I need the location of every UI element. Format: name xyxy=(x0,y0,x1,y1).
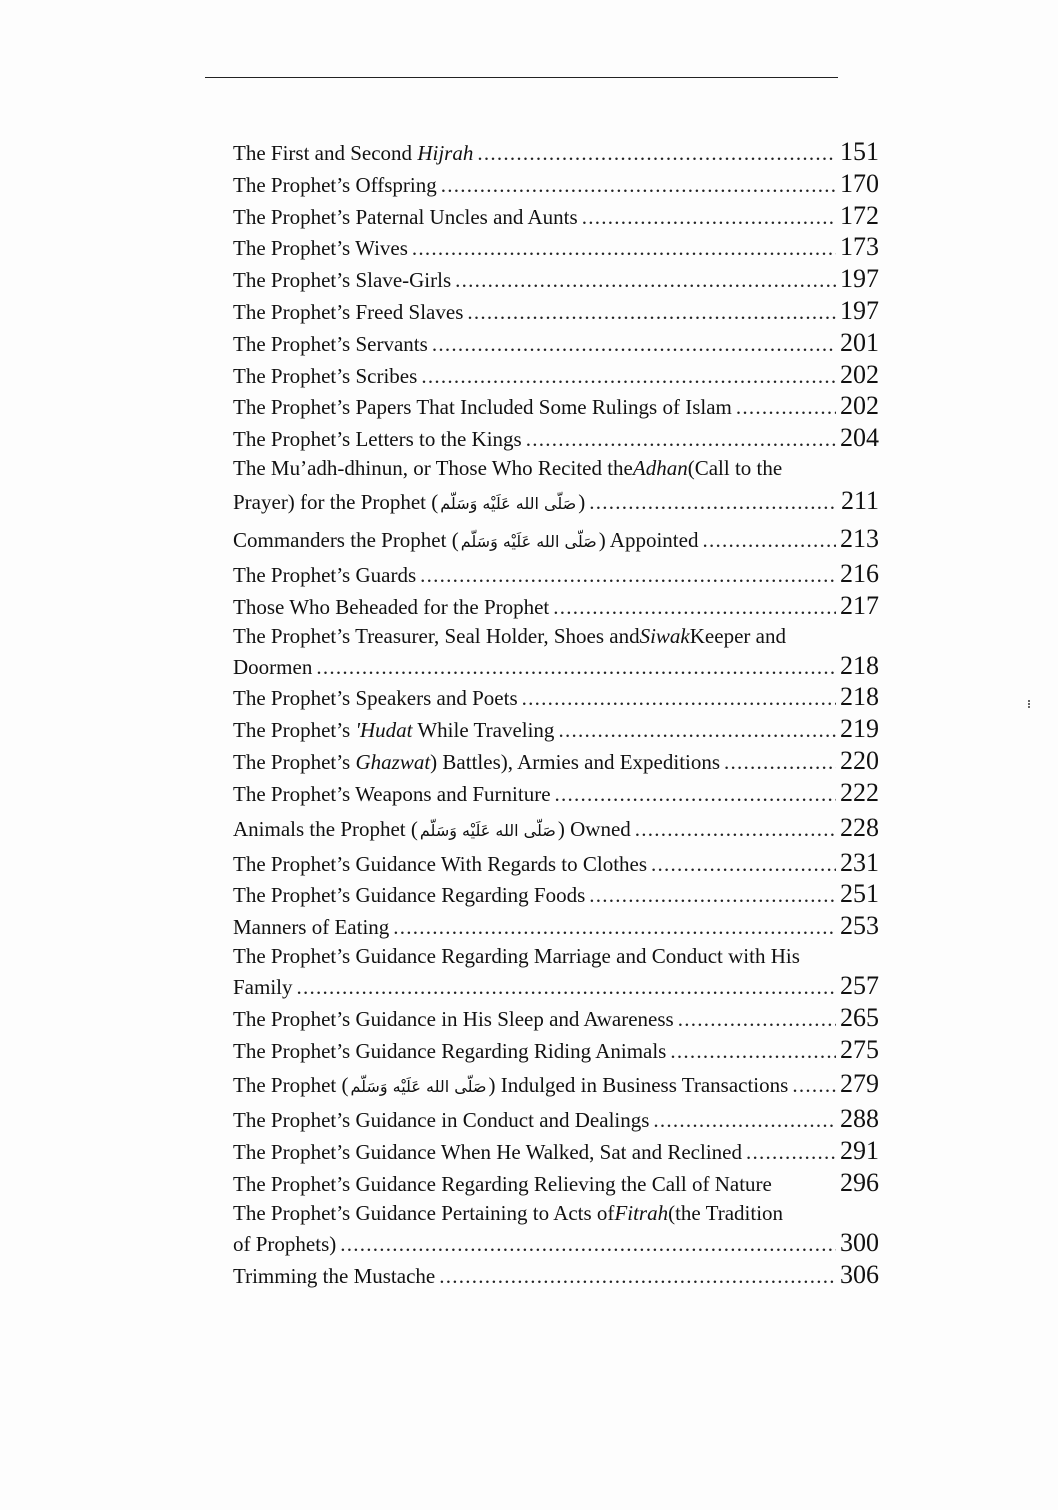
entry-text: The Prophet’s xyxy=(233,749,356,774)
entry-title xyxy=(233,912,389,944)
entry-text: The Prophet’s Slave-Girls xyxy=(233,268,452,293)
page-number: 251 xyxy=(840,879,879,909)
page-number: 222 xyxy=(840,777,879,807)
entry-text: The Prophet’s Guidance With Regards to Clothes xyxy=(233,851,648,876)
entry-title xyxy=(233,1004,674,1036)
dot-leader xyxy=(582,202,836,234)
page-number: 288 xyxy=(840,1104,879,1134)
dot-leader xyxy=(724,747,836,779)
entry-text: The Prophet’s Guidance Regarding Relieving the Call of Nature xyxy=(233,1171,772,1196)
toc-entry xyxy=(233,622,879,682)
dot-leader xyxy=(736,392,836,424)
page-number: 217 xyxy=(840,590,879,620)
entry-text: The Prophet’s Treasurer, Seal Holder, Shoes and xyxy=(233,623,640,648)
entry-title xyxy=(233,392,732,424)
dot-leader xyxy=(316,652,836,684)
dot-leader xyxy=(432,329,836,361)
entry-first-line xyxy=(233,1199,879,1227)
toc-entry xyxy=(233,327,879,359)
toc-entry xyxy=(233,558,879,590)
entry-line xyxy=(233,295,879,327)
dot-leader xyxy=(526,424,836,456)
entry-text: Doormen xyxy=(233,654,313,679)
toc-entry xyxy=(233,295,879,327)
dot-leader xyxy=(421,361,836,393)
dot-leader xyxy=(555,779,836,811)
page-number: 172 xyxy=(840,200,879,230)
italic-term: Fitrah xyxy=(614,1200,669,1225)
entry-title xyxy=(233,1261,435,1293)
entry-line xyxy=(233,263,879,295)
entry-first-line xyxy=(233,454,879,482)
header-rule xyxy=(205,77,838,78)
entry-text: The Prophet’s Weapons and Furniture xyxy=(233,781,551,806)
entry-text: Trimming the Mustache xyxy=(233,1263,436,1288)
entry-title xyxy=(233,972,293,1004)
entry-text: The Prophet’s Guidance Regarding Marriage and Conduct with His xyxy=(233,943,800,968)
italic-term: Ghazwat xyxy=(355,749,431,774)
toc-entry xyxy=(233,713,879,745)
entry-line xyxy=(233,1259,879,1291)
entry-text: The Prophet’s Papers That Included Some Rulings of Islam xyxy=(233,395,732,420)
dot-leader xyxy=(589,483,837,521)
arabic-salutation: صَلّى الله عَلَيْه وَسَلّم xyxy=(419,820,556,840)
entry-title xyxy=(233,810,631,850)
page-number: 197 xyxy=(840,264,879,294)
dot-leader xyxy=(393,912,836,944)
toc-entry xyxy=(233,359,879,391)
entry-text: ) Battles), Armies and Expeditions xyxy=(430,749,721,774)
entry-text: The Prophet’s Speakers and Poets xyxy=(233,686,518,711)
entry-line xyxy=(233,168,879,200)
toc-entry xyxy=(233,942,879,1002)
entry-line xyxy=(233,970,879,1002)
arabic-salutation: صَلّى الله عَلَيْه وَسَلّم xyxy=(350,1077,487,1097)
toc-entry xyxy=(233,1103,879,1135)
page-number: 218 xyxy=(840,682,879,712)
entry-text: The Prophet’s Offspring xyxy=(233,172,437,197)
entry-line xyxy=(233,809,879,847)
entry-text: While Traveling xyxy=(412,718,555,743)
page-number: 219 xyxy=(840,714,879,744)
page-number: 204 xyxy=(840,423,879,453)
toc-entry xyxy=(233,200,879,232)
page-number: 197 xyxy=(840,295,879,325)
entry-title xyxy=(233,329,428,361)
entry-line xyxy=(233,327,879,359)
entry-line xyxy=(233,650,879,682)
page-number: 220 xyxy=(840,745,879,775)
dot-leader xyxy=(340,1229,836,1261)
toc-entry xyxy=(233,390,879,422)
italic-term: Siwak xyxy=(639,623,690,648)
entry-title xyxy=(233,1229,336,1261)
entry-text: The Prophet’s Freed Slaves xyxy=(233,299,464,324)
page-number: 173 xyxy=(840,232,879,262)
entry-title xyxy=(233,880,585,912)
entry-line xyxy=(233,1034,879,1066)
toc-entry xyxy=(233,263,879,295)
italic-term: Hijrah xyxy=(417,141,474,165)
entry-title xyxy=(233,747,720,779)
entry-text: of Prophets) xyxy=(233,1231,337,1256)
dot-leader xyxy=(522,683,836,715)
toc-entry xyxy=(233,910,879,942)
dot-leader xyxy=(420,560,836,592)
toc-entry xyxy=(233,422,879,454)
entry-line xyxy=(233,1227,879,1259)
entry-text: The Prophet’s Guidance Pertaining to Acts of xyxy=(233,1200,615,1225)
entry-text: Keeper and xyxy=(689,623,786,648)
dot-leader xyxy=(455,265,836,297)
toc-entry xyxy=(233,520,879,558)
dot-leader xyxy=(678,1004,836,1036)
page-number: 231 xyxy=(840,847,879,877)
entry-text: ) Indulged in Business Transactions xyxy=(488,1073,789,1098)
entry-text: ) Appointed xyxy=(598,527,699,552)
page-number: 228 xyxy=(840,812,879,842)
dot-leader xyxy=(792,1066,836,1104)
entry-line xyxy=(233,231,879,263)
toc-entry xyxy=(233,136,879,168)
toc-entry xyxy=(233,809,879,847)
entry-text: The Prophet’s Guidance in Conduct and Dealings xyxy=(233,1108,650,1133)
page-number: 265 xyxy=(840,1002,879,1032)
entry-text: The First and Second xyxy=(233,141,418,165)
arabic-salutation: صَلّى الله عَلَيْه وَسَلّم xyxy=(440,493,577,513)
entry-text: The Mu’adh-dhinun, or Those Who Recited the xyxy=(233,455,633,480)
entry-title xyxy=(233,424,522,456)
entry-text: (the Tradition xyxy=(668,1200,784,1225)
entry-title xyxy=(233,683,518,715)
entry-line xyxy=(233,681,879,713)
entry-first-line xyxy=(233,622,879,650)
entry-line xyxy=(233,390,879,422)
entry-text: Manners of Eating xyxy=(233,915,390,940)
dot-leader xyxy=(670,1036,836,1068)
arabic-salutation: صَلّى الله عَلَيْه وَسَلّم xyxy=(460,531,597,551)
entry-line xyxy=(233,1002,879,1034)
entry-line xyxy=(233,1135,879,1167)
entry-line xyxy=(233,520,879,558)
dot-leader xyxy=(439,1261,836,1293)
entry-line xyxy=(233,590,879,622)
dot-leader xyxy=(467,297,836,329)
dot-leader xyxy=(651,849,836,881)
entry-line xyxy=(233,745,879,777)
entry-first-line xyxy=(233,942,879,970)
entry-line xyxy=(233,422,879,454)
toc-entry xyxy=(233,777,879,809)
entry-text: Those Who Beheaded for the Prophet xyxy=(233,594,550,619)
entry-text: The Prophet’s Guidance Regarding Riding Animals xyxy=(233,1038,667,1063)
entry-title xyxy=(233,592,549,624)
page-number: 216 xyxy=(840,558,879,588)
entry-title xyxy=(233,1169,772,1201)
entry-text: Family xyxy=(233,974,293,999)
entry-title xyxy=(233,361,417,393)
toc-entry xyxy=(233,1135,879,1167)
entry-line xyxy=(233,359,879,391)
entry-title xyxy=(233,652,312,684)
entry-line xyxy=(233,482,879,520)
entry-text: Animals the Prophet ( xyxy=(233,816,418,841)
entry-text: The Prophet’s xyxy=(233,718,356,743)
toc-entry xyxy=(233,590,879,622)
table-of-contents xyxy=(233,136,879,1290)
page-number: 279 xyxy=(840,1069,879,1099)
entry-text: The Prophet’s Servants xyxy=(233,331,428,356)
toc-entry xyxy=(233,1259,879,1291)
toc-entry xyxy=(233,1167,879,1199)
entry-text: The Prophet’s Guidance Regarding Foods xyxy=(233,883,586,908)
entry-line xyxy=(233,200,879,232)
page-number: 300 xyxy=(840,1227,879,1257)
entry-line xyxy=(233,136,879,168)
entry-line xyxy=(233,777,879,809)
entry-line xyxy=(233,1103,879,1135)
page-number: 202 xyxy=(840,359,879,389)
page-number: 211 xyxy=(840,485,879,515)
dot-leader xyxy=(635,810,836,848)
italic-term: 'Hudat xyxy=(355,718,413,743)
toc-entry xyxy=(233,1034,879,1066)
page-number: 213 xyxy=(840,523,879,553)
entry-text: The Prophet’s Wives xyxy=(233,236,408,261)
toc-entry xyxy=(233,454,879,520)
page-number: 201 xyxy=(840,327,879,357)
entry-text: Commanders the Prophet ( xyxy=(233,527,459,552)
entry-title xyxy=(233,715,554,747)
page-number: 306 xyxy=(840,1259,879,1289)
entry-title xyxy=(233,1066,788,1106)
entry-title xyxy=(233,849,647,881)
entry-title xyxy=(233,483,585,523)
entry-text: (Call to the xyxy=(687,455,783,480)
page-number: 151 xyxy=(840,137,879,166)
entry-line xyxy=(233,910,879,942)
toc-entry xyxy=(233,878,879,910)
entry-title xyxy=(233,1137,742,1169)
entry-title xyxy=(233,1105,649,1137)
entry-text: Prayer) for the Prophet ( xyxy=(233,489,439,514)
entry-line xyxy=(233,847,879,879)
page-number: 170 xyxy=(840,168,879,198)
entry-title xyxy=(233,138,473,170)
toc-entry xyxy=(233,1002,879,1034)
entry-title xyxy=(233,521,698,561)
entry-text: The Prophet’s Guidance When He Walked, Sat and Reclined xyxy=(233,1140,742,1165)
entry-title xyxy=(233,297,463,329)
entry-text: The Prophet’s Guidance in His Sleep and Awareness xyxy=(233,1006,674,1031)
dot-leader xyxy=(553,592,836,624)
entry-line xyxy=(233,713,879,745)
entry-title xyxy=(233,202,578,234)
entry-title xyxy=(233,233,408,265)
page-number: 291 xyxy=(840,1136,879,1166)
entry-line xyxy=(233,1065,879,1103)
entry-title xyxy=(233,265,451,297)
page-number: 296 xyxy=(840,1167,879,1197)
dot-leader xyxy=(746,1137,836,1169)
entry-text: ) xyxy=(578,489,586,514)
entry-title xyxy=(233,170,437,202)
toc-entry xyxy=(233,745,879,777)
entry-text: The Prophet’s Paternal Uncles and Aunts xyxy=(233,204,578,229)
dot-leader xyxy=(653,1105,836,1137)
dot-leader xyxy=(441,170,836,202)
entry-title xyxy=(233,560,416,592)
toc-entry xyxy=(233,1199,879,1259)
entry-line xyxy=(233,1167,879,1199)
entry-text: The Prophet’s Guards xyxy=(233,562,417,587)
toc-entry xyxy=(233,231,879,263)
dot-leader xyxy=(477,138,836,170)
page-number: 257 xyxy=(840,970,879,1000)
dot-leader xyxy=(558,715,836,747)
dot-leader xyxy=(297,972,836,1004)
entry-text: The Prophet ( xyxy=(233,1073,349,1098)
dot-leader xyxy=(589,880,836,912)
page-number: 275 xyxy=(840,1034,879,1064)
entry-line xyxy=(233,558,879,590)
dot-leader xyxy=(412,233,836,265)
dot-leader xyxy=(702,521,836,559)
entry-text: ) Owned xyxy=(557,816,631,841)
page-number: 202 xyxy=(840,391,879,421)
entry-title xyxy=(233,1036,666,1068)
page-number: 218 xyxy=(840,650,879,680)
italic-term: Adhan xyxy=(632,455,688,480)
toc-entry xyxy=(233,168,879,200)
entry-text: The Prophet’s Scribes xyxy=(233,363,418,388)
toc-entry xyxy=(233,681,879,713)
entry-text: The Prophet’s Letters to the Kings xyxy=(233,427,522,452)
entry-line xyxy=(233,878,879,910)
toc-entry xyxy=(233,1065,879,1103)
scan-speck xyxy=(1028,700,1033,708)
page-number: 253 xyxy=(840,911,879,941)
entry-title xyxy=(233,779,551,811)
toc-entry xyxy=(233,847,879,879)
